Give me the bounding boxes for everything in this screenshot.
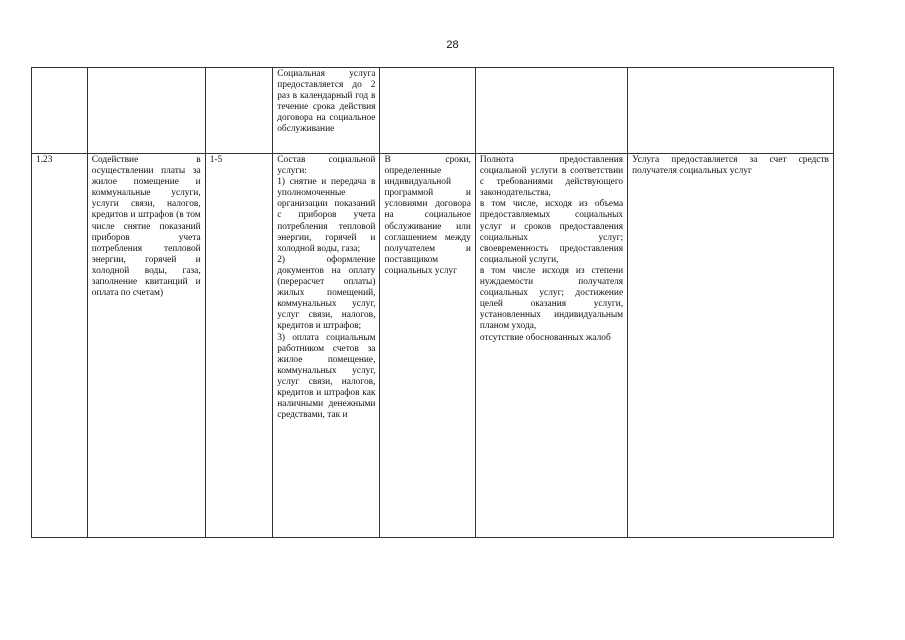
cell-conditions — [628, 68, 834, 154]
cell-number — [32, 68, 88, 154]
cell-service-name: Содействие в осуществлении платы за жилое помещение и коммунальные услуги, услуги связи, налогов, кредитов и штрафов (в том числе снятие показаний приборов учета потребления тепловой энергии, горячей и холодной воды, газа, заполнение квитанций и оплата по счетам) — [87, 154, 205, 538]
cell-term: 1-5 — [205, 154, 273, 538]
cell-number: 1.23 — [32, 154, 88, 538]
cell-service-name — [87, 68, 205, 154]
cell-conditions: Услуга предоставляется за счет средств получателя социальных услуг — [628, 154, 834, 538]
cell-content: Состав социальной услуги: 1) снятие и передача в уполномоченные организации показаний с приборов учета потребления тепловой энергии, горячей и холодной воды, газа; 2) оформление документов на оплату (перерасчет оплаты) жилых помещений, коммунальных услуг, услуг связи, налогов, кредитов и штрафов; 3) оплата социальным работником счетов за жилое помещение, коммунальных услуг, услуг связи, налогов, кредитов и штрафов как наличными денежными средствами, так и — [273, 154, 380, 538]
cell-quality — [475, 68, 627, 154]
cell-quality: Полнота предоставления социальной услуги в соответствии с требованиями действующего законодательства, в том числе, исходя из объема предоставляемых социальных услуг и сроков предоставления социальных услуг; своевременность предоставления социальной услуги, в том числе исходя из степени нуждаемости получателя социальных услуг; достижение целей оказания услуги, установленных индивидуальным планом ухода, отсутствие обоснованных жалоб — [475, 154, 627, 538]
cell-term — [205, 68, 273, 154]
table-row — [32, 68, 834, 154]
cell-content: Социальная услуга предоставляется до 2 раз в календарный год в течение срока действия договора на социальное обслуживание — [273, 68, 380, 154]
cell-deadline — [380, 68, 475, 154]
cell-deadline: В сроки, определенные индивидуальной программой и условиями договора на социальное обслуживание или соглашением между получателем и поставщиком социальных услуг — [380, 154, 475, 538]
page-number: 28 — [446, 39, 459, 51]
services-table — [31, 67, 834, 538]
table-row — [32, 154, 834, 538]
